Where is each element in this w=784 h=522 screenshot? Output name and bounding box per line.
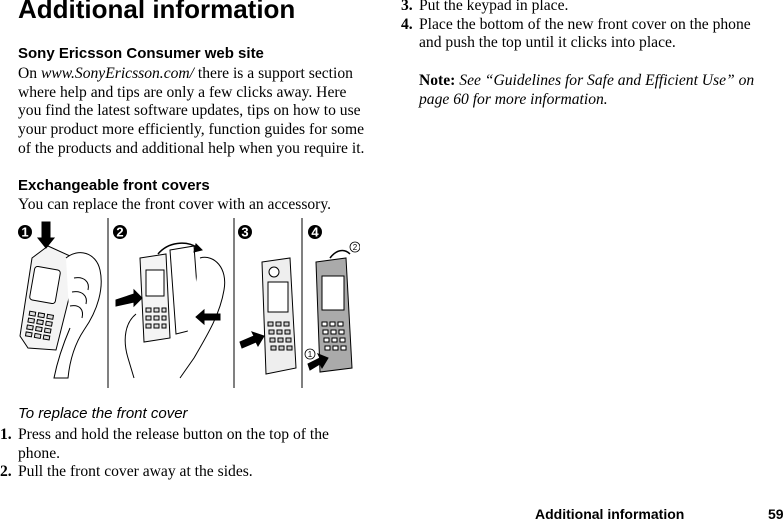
body-text: there is a support section	[194, 65, 353, 82]
step-badge-4	[308, 225, 322, 240]
step-item	[401, 0, 781, 16]
panel-1-press-release	[20, 222, 101, 378]
svg-text:3: 3	[241, 224, 249, 240]
note-block	[419, 72, 784, 109]
step-number: 1.	[0, 426, 12, 443]
steps-right	[401, 0, 781, 53]
figure-caption: To replace the front cover	[18, 405, 188, 422]
section-title-web-site: Sony Ericsson Consumer web site	[18, 45, 264, 62]
svg-text:2: 2	[352, 243, 358, 252]
note-text-cont: page 60 for more information.	[419, 90, 608, 108]
body-line: of the products and additional help when you require it.	[18, 139, 365, 157]
note-label: Note:	[419, 72, 456, 89]
panel-2-pull-cover	[116, 243, 225, 378]
step-item	[0, 463, 380, 482]
panel-3-keypad	[240, 258, 296, 374]
step-text: Press and hold the release button on the top of the	[18, 426, 329, 443]
step-number: 3.	[401, 0, 413, 14]
svg-text:1: 1	[307, 350, 313, 359]
section-body-web-site	[18, 65, 388, 159]
step-badge-1	[18, 225, 32, 240]
body-text: On	[18, 65, 41, 82]
cover-replacement-illustration	[18, 218, 360, 388]
body-line: you find the latest software updates, tips on how to use	[18, 102, 361, 120]
step-text: Pull the front cover away at the sides.	[18, 463, 253, 481]
svg-text:2: 2	[116, 224, 124, 240]
step-text: Place the bottom of the new front cover on the phone	[419, 15, 751, 33]
step-item	[0, 426, 380, 445]
svg-text:4: 4	[311, 224, 319, 240]
body-line: where help and tips are only a few clicks away. Here	[18, 83, 347, 101]
step-badge-3	[238, 225, 252, 240]
steps-left	[0, 426, 380, 482]
footer-section-title: Additional information	[535, 506, 685, 522]
step-badge-2	[113, 225, 127, 240]
step-text-cont: and push the top until it clicks into place.	[419, 34, 676, 52]
section-title-covers: Exchangeable front covers	[18, 177, 210, 194]
step-item	[401, 16, 781, 35]
page-number: 59	[768, 506, 784, 522]
section-body-covers: You can replace the front cover with an accessory.	[18, 196, 332, 213]
callout-2	[350, 242, 360, 252]
step-number: 4.	[401, 15, 413, 33]
web-site-url[interactable]: www.SonyEricsson.com/	[40, 65, 195, 82]
page-heading: Additional information	[18, 0, 296, 24]
svg-text:1: 1	[21, 224, 29, 240]
callout-1	[305, 349, 315, 359]
step-text: Put the keypad in place.	[419, 0, 569, 14]
step-number: 2.	[0, 463, 12, 481]
note-text: See “Guidelines for Safe and Efficient Use” on	[455, 72, 755, 89]
body-line: your product more efficiently, function guides for some	[18, 121, 365, 139]
step-text-cont: phone.	[18, 444, 61, 462]
